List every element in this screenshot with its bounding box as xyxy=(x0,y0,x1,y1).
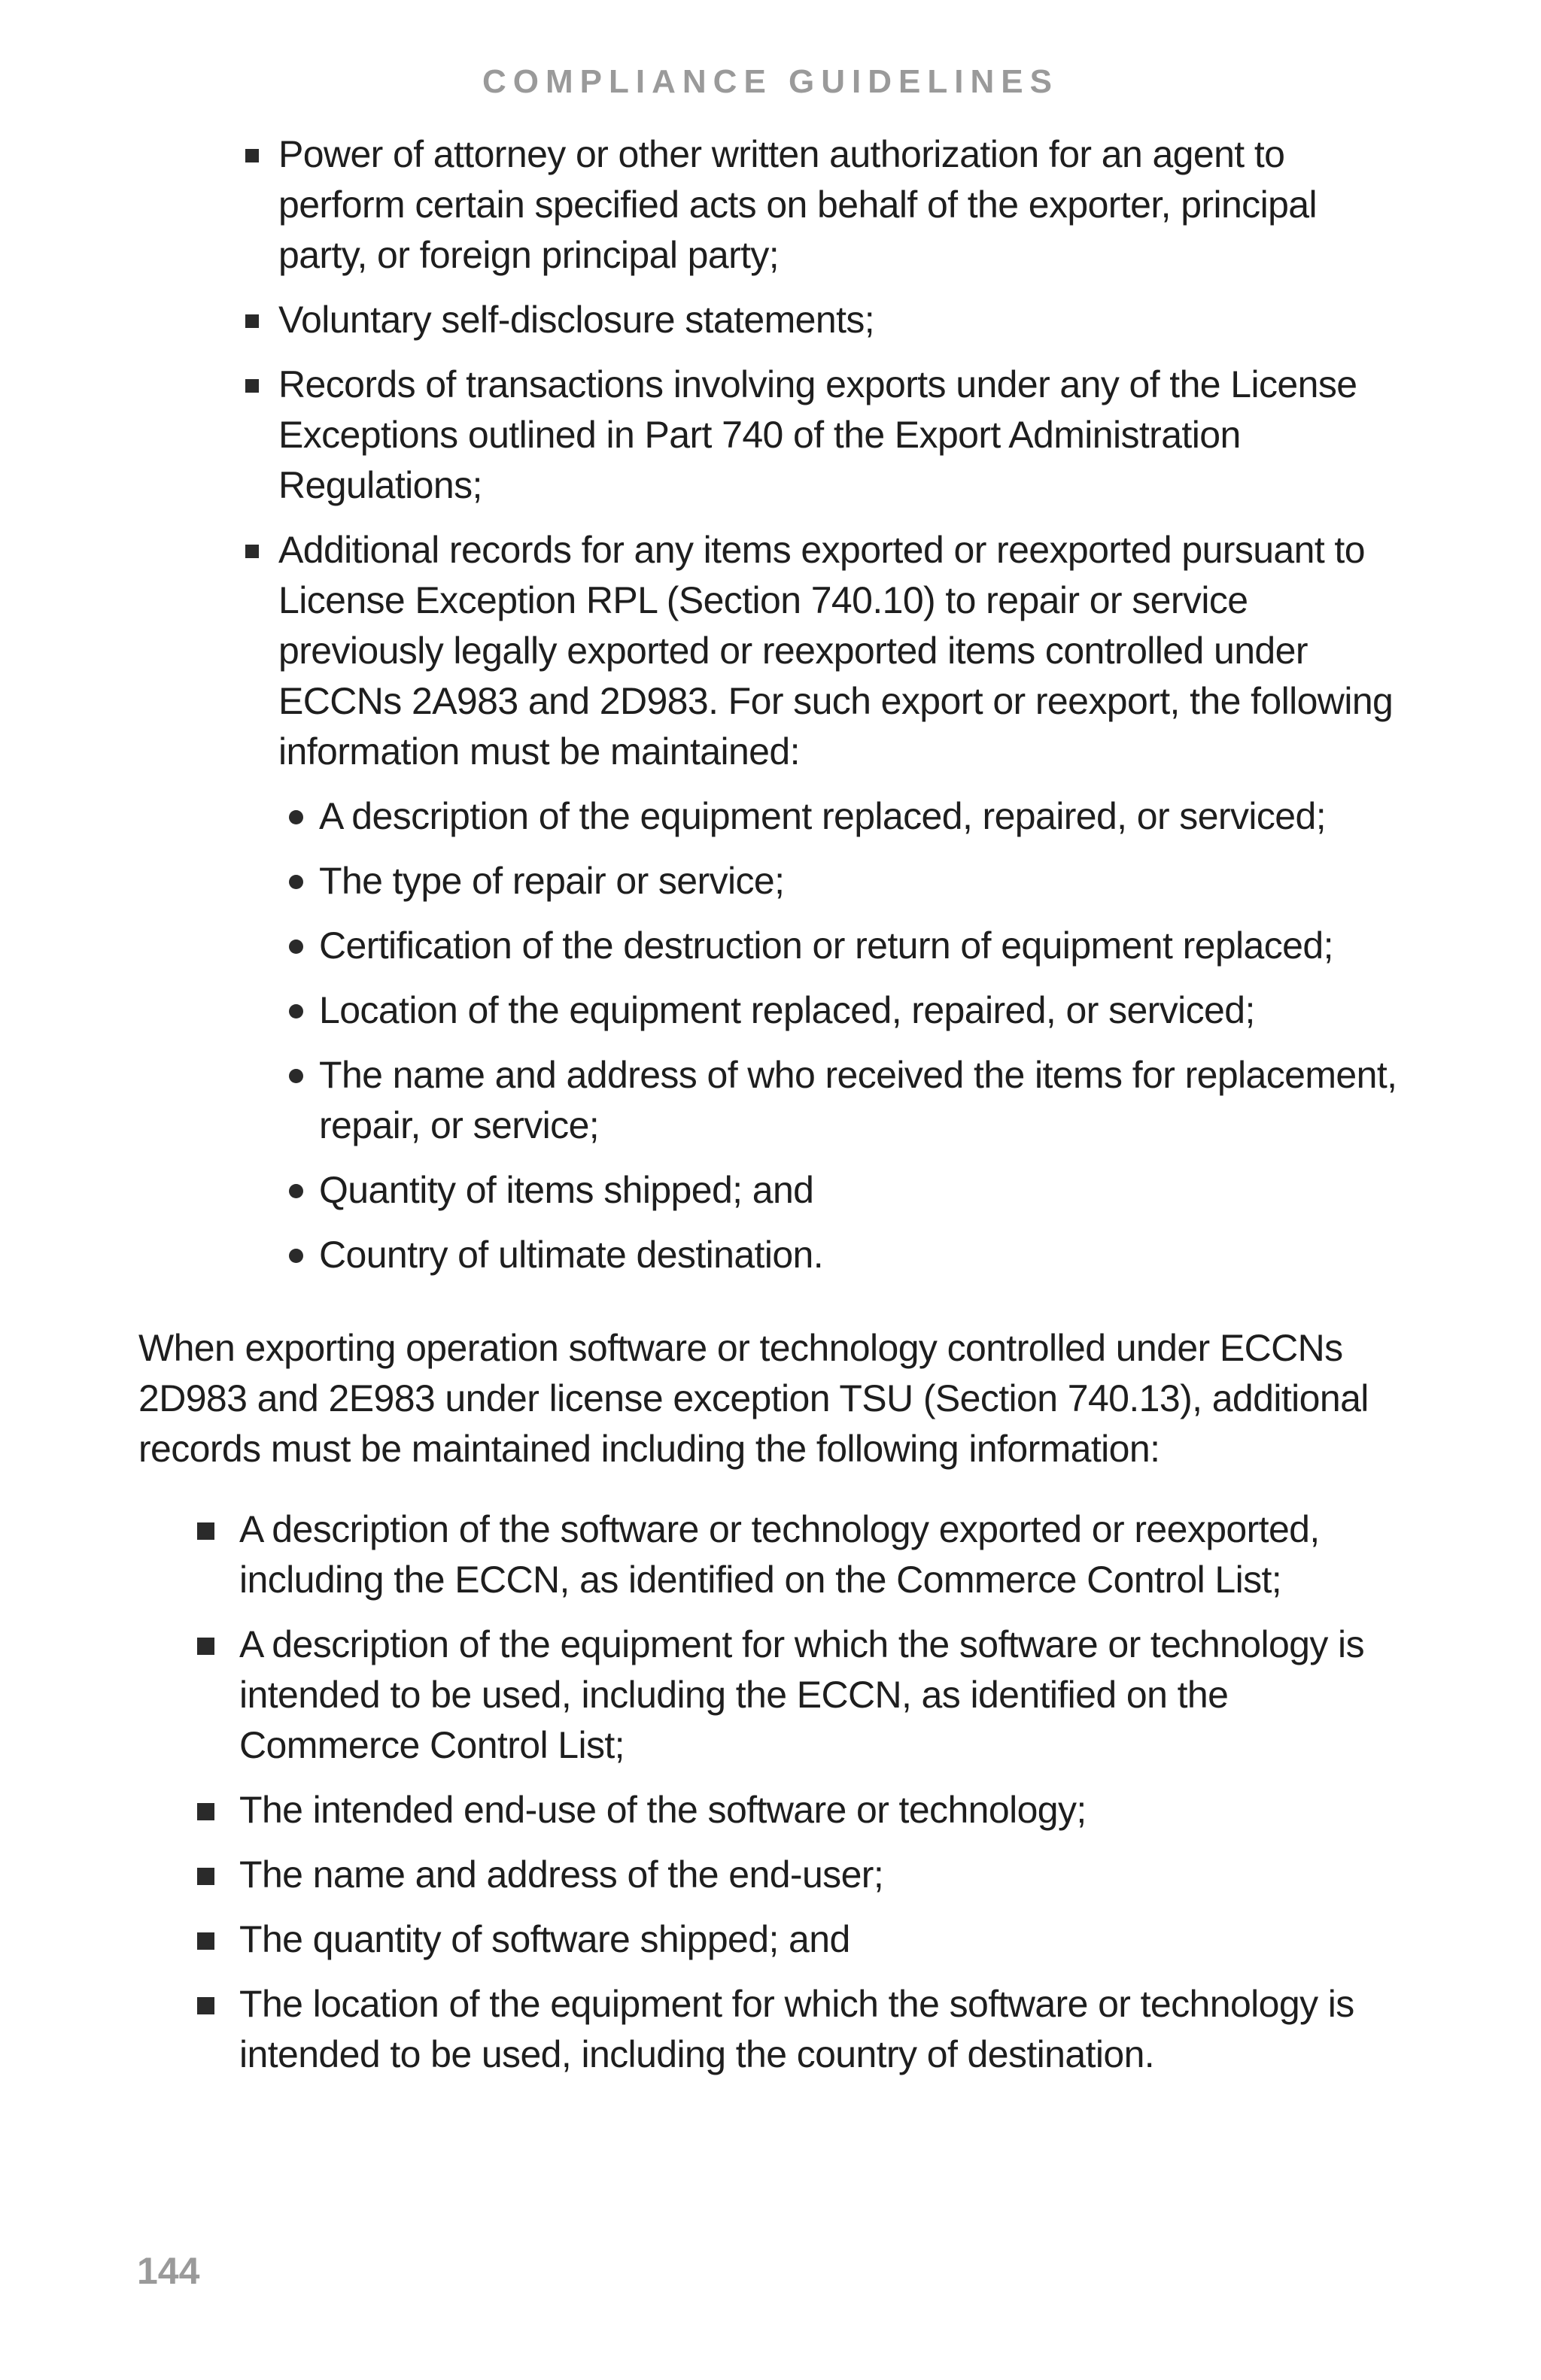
sub-list-item-text: A description of the equipment replaced, repaired, or serviced; xyxy=(319,795,1326,837)
list-item-text: Records of transactions involving exports under any of the License Exceptions outlined in Part 740 of the Export Administration Regulations; xyxy=(278,363,1357,506)
list-item xyxy=(138,1785,1403,1835)
list-item xyxy=(138,360,1403,511)
square-bullet-icon xyxy=(197,1803,214,1820)
square-bullet-icon xyxy=(197,1868,214,1885)
list-item-text: Voluntary self-disclosure statements; xyxy=(278,299,875,341)
square-bullet-icon xyxy=(245,149,259,162)
list-item xyxy=(138,525,1403,1280)
list-item-text: The name and address of the end-user; xyxy=(239,1853,884,1896)
list-item xyxy=(138,1620,1403,1771)
list-item xyxy=(138,295,1403,345)
list-item xyxy=(138,1914,1403,1965)
list-item-text: A description of the software or technology exported or reexported, including the ECCN, as identified on the Commerce Control List; xyxy=(239,1508,1320,1601)
sub-list-item xyxy=(278,856,1403,906)
square-bullet-icon xyxy=(245,545,259,558)
sub-list-item xyxy=(278,1050,1403,1151)
sub-list-item-text: Quantity of items shipped; and xyxy=(319,1169,814,1211)
running-header: COMPLIANCE GUIDELINES xyxy=(482,63,1059,100)
sub-list-item-text: The type of repair or service; xyxy=(319,860,785,902)
list-item xyxy=(138,1850,1403,1900)
list-item-text: The intended end-use of the software or technology; xyxy=(239,1789,1087,1831)
sub-list-item xyxy=(278,1165,1403,1216)
square-bullet-icon xyxy=(197,1522,214,1540)
sub-list-item xyxy=(278,1230,1403,1280)
round-bullet-icon xyxy=(289,810,303,824)
page-body xyxy=(138,129,1403,2094)
square-bullet-icon xyxy=(245,314,259,328)
page-number: 144 xyxy=(137,2250,200,2292)
list-item-text: The location of the equipment for which the software or technology is intended to be used, including the country of destination. xyxy=(239,1983,1354,2075)
sub-list-item-text: Location of the equipment replaced, repaired, or serviced; xyxy=(319,989,1255,1031)
list-item xyxy=(138,1504,1403,1605)
round-bullet-icon xyxy=(289,1249,303,1263)
list-item xyxy=(138,129,1403,281)
round-bullet-icon xyxy=(289,875,303,889)
list-item xyxy=(138,1979,1403,2080)
list-item-text: The quantity of software shipped; and xyxy=(239,1918,850,1960)
records-list xyxy=(138,129,1403,1280)
round-bullet-icon xyxy=(289,940,303,954)
square-bullet-icon xyxy=(197,1932,214,1950)
sub-list-item-text: The name and address of who received the items for replacement, repair, or service; xyxy=(319,1054,1397,1146)
list-item-text: A description of the equipment for which the software or technology is intended to be used, including the ECCN, as identified on the Commerce Control List; xyxy=(239,1623,1364,1766)
square-bullet-icon xyxy=(197,1638,214,1655)
sub-list-item-text: Country of ultimate destination. xyxy=(319,1234,824,1276)
sub-list-item xyxy=(278,985,1403,1036)
square-bullet-icon xyxy=(197,1997,214,2014)
square-bullet-icon xyxy=(245,379,259,393)
rpl-sublist xyxy=(278,791,1403,1280)
round-bullet-icon xyxy=(289,1069,303,1083)
sub-list-item-text: Certification of the destruction or return of equipment replaced; xyxy=(319,924,1333,967)
tsu-paragraph: When exporting operation software or technology controlled under ECCNs 2D983 and 2E983 under license exception TSU (Section 740.13), additional records must be maintained including the following information: xyxy=(138,1327,1369,1470)
sub-list-item xyxy=(278,921,1403,971)
list-item-text: Power of attorney or other written authorization for an agent to perform certain specified acts on behalf of the exporter, principal party, or foreign principal party; xyxy=(278,133,1318,276)
round-bullet-icon xyxy=(289,1184,303,1198)
list-item-text: Additional records for any items exported or reexported pursuant to License Exception RPL (Section 740.10) to repair or service previously legally exported or reexported items controlled under ECCNs 2A983 and 2D983. For such export or reexport, the following information must be maintained: xyxy=(278,529,1394,773)
round-bullet-icon xyxy=(289,1004,303,1018)
tsu-records-list xyxy=(138,1504,1403,2080)
sub-list-item xyxy=(278,791,1403,842)
